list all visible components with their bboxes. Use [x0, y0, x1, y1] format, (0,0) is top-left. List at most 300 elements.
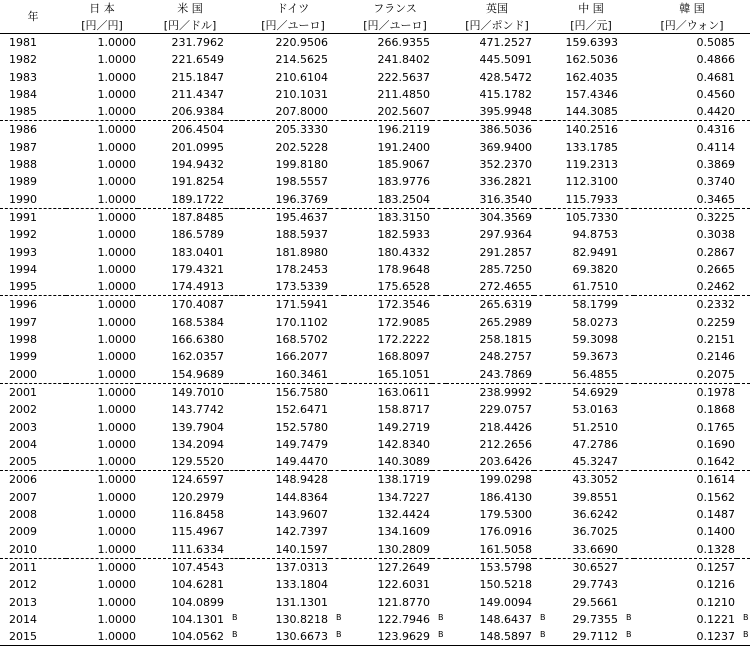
rate-usa: 104.1301 — [171, 612, 224, 626]
revision-flag — [432, 523, 446, 540]
revision-flag — [534, 471, 548, 489]
rate-uk: 395.9948 — [446, 103, 534, 121]
rate-usa: 201.0995 — [171, 140, 224, 154]
rate-usa: 179.4321 — [171, 262, 224, 276]
revision-flag — [432, 191, 446, 209]
revision-flag — [737, 331, 750, 348]
revision-flag — [737, 489, 750, 506]
table-row — [0, 471, 750, 489]
revision-flag — [330, 453, 344, 471]
rate-france: 172.2222 — [377, 333, 431, 347]
revision-flag — [432, 156, 446, 173]
rate-japan: 1.0000 — [97, 560, 136, 574]
revision-flag — [737, 69, 750, 86]
revision-flag — [737, 208, 750, 226]
revision-flag — [620, 348, 634, 365]
revision-flag — [432, 541, 446, 559]
year-cell: 1988 — [9, 158, 37, 172]
revision-flag — [737, 173, 750, 190]
rate-china: 30.6527 — [572, 560, 619, 574]
revision-flag — [620, 489, 634, 506]
table-row — [0, 523, 750, 540]
revision-flag — [432, 261, 446, 278]
rate-france: 172.9085 — [377, 315, 431, 329]
revision-flag — [432, 594, 446, 611]
revision-flag — [737, 34, 750, 52]
rate-usa: 168.5384 — [171, 315, 224, 329]
revision-flag — [226, 208, 242, 226]
rate-uk: 248.2757 — [479, 350, 533, 364]
revision-flag — [330, 226, 344, 243]
revision-flag — [330, 208, 344, 226]
year-cell: 2005 — [0, 453, 66, 471]
year-cell: 1997 — [9, 315, 37, 329]
rate-china: 112.3100 — [565, 175, 619, 189]
year-cell: 1986 — [9, 123, 37, 137]
rate-korea: 0.1210 — [696, 595, 736, 609]
rate-france: 175.6528 — [344, 278, 432, 296]
revision-flag — [620, 523, 634, 540]
revision-flag — [432, 244, 446, 261]
revision-flag — [534, 139, 548, 156]
rate-uk: 148.6437 — [479, 612, 533, 626]
revision-flag — [737, 366, 750, 384]
revision-flag: B — [626, 612, 632, 622]
rate-france: 122.6031 — [377, 578, 431, 592]
table-row — [0, 69, 750, 86]
revision-flag — [534, 173, 548, 190]
revision-flag — [226, 471, 242, 489]
rate-usa: 116.8458 — [171, 508, 224, 522]
rate-china: 43.3052 — [572, 473, 619, 487]
rate-uk: 265.2989 — [479, 315, 533, 329]
rate-korea: 0.2146 — [696, 350, 736, 364]
revision-flag — [534, 419, 548, 436]
rate-china: 105.7330 — [565, 210, 619, 224]
revision-flag — [620, 226, 634, 243]
year-cell: 1998 — [9, 333, 37, 347]
rate-usa: 215.1847 — [171, 70, 224, 84]
rate-usa: 231.7962 — [171, 36, 224, 49]
rate-germany: 160.3461 — [242, 366, 330, 384]
table-row — [0, 348, 750, 365]
rate-france: 202.5607 — [344, 103, 432, 121]
table-row — [0, 558, 750, 576]
rate-korea: 0.3465 — [634, 191, 737, 209]
rate-uk: 153.5798 — [479, 560, 533, 574]
rate-usa: 189.1722 — [138, 191, 226, 209]
rate-japan: 1.0000 — [97, 525, 136, 539]
revision-flag — [737, 296, 750, 314]
revision-flag — [432, 173, 446, 190]
rate-japan: 1.0000 — [97, 612, 136, 626]
revision-flag — [226, 244, 242, 261]
revision-flag — [737, 576, 750, 593]
revision-flag — [534, 208, 548, 226]
revision-flag — [620, 594, 634, 611]
revision-flag: B — [226, 628, 242, 646]
rate-korea: 0.3740 — [696, 175, 736, 189]
table-row — [0, 436, 750, 453]
revision-flag — [330, 576, 344, 593]
rate-uk: 272.4655 — [446, 278, 534, 296]
table-row — [0, 594, 750, 611]
revision-flag — [226, 226, 242, 243]
revision-flag — [737, 471, 750, 489]
rate-uk: 148.5897 — [446, 628, 534, 646]
revision-flag: B — [336, 612, 342, 622]
revision-flag — [226, 121, 242, 139]
revision-flag — [534, 401, 548, 418]
rate-germany: 130.8218 — [275, 612, 328, 626]
rate-france: 191.2400 — [377, 140, 431, 154]
rate-uk: 258.1815 — [479, 333, 533, 347]
revision-flag — [432, 226, 446, 243]
year-cell: 2002 — [9, 403, 37, 417]
revision-flag — [534, 51, 548, 68]
table-row — [0, 628, 750, 646]
table-row — [0, 244, 750, 261]
revision-flag — [534, 489, 548, 506]
rate-germany: 143.9607 — [275, 508, 328, 522]
rate-uk: 428.5472 — [479, 70, 533, 84]
revision-flag — [737, 191, 750, 209]
rate-china: 82.9491 — [572, 245, 619, 259]
revision-flag — [330, 506, 344, 523]
rate-korea: 0.1221 — [696, 612, 736, 626]
rate-japan: 1.0000 — [97, 508, 136, 522]
rate-france: 266.9355 — [377, 36, 431, 49]
table-row — [0, 453, 750, 471]
revision-flag — [432, 139, 446, 156]
rate-germany: 220.9506 — [275, 36, 328, 49]
header-country-korea: 韓 国 — [679, 1, 705, 15]
rate-uk: 297.9364 — [479, 228, 533, 242]
rate-usa: 211.4347 — [171, 87, 224, 101]
rate-uk: 212.2656 — [479, 437, 533, 451]
revision-flag: B — [438, 612, 444, 622]
revision-flag — [534, 594, 548, 611]
revision-flag — [737, 453, 750, 471]
rate-france: 163.0611 — [377, 385, 431, 399]
rate-japan: 1.0000 — [97, 420, 136, 434]
revision-flag — [534, 261, 548, 278]
revision-flag: B — [620, 628, 634, 646]
rate-france: 132.4424 — [377, 508, 431, 522]
header-row-countries — [0, 0, 750, 17]
rate-uk: 285.7250 — [479, 262, 533, 276]
revision-flag — [620, 419, 634, 436]
rate-korea: 0.2075 — [634, 366, 737, 384]
rate-usa: 166.6380 — [171, 333, 224, 347]
revision-flag — [534, 69, 548, 86]
rate-france: 183.3150 — [377, 210, 431, 224]
rate-china: 58.1799 — [572, 298, 619, 312]
revision-flag — [226, 576, 242, 593]
rate-germany: 149.4470 — [242, 453, 330, 471]
rate-usa: 221.6549 — [171, 53, 224, 67]
revision-flag — [432, 489, 446, 506]
table-row — [0, 576, 750, 593]
header-unit-korea: [円／ウォン] — [634, 17, 750, 34]
rate-usa: 139.7904 — [171, 420, 224, 434]
revision-flag — [737, 383, 750, 401]
rate-china: 29.7743 — [572, 578, 619, 592]
table-row — [0, 173, 750, 190]
revision-flag — [737, 121, 750, 139]
rate-japan: 1.0000 — [66, 278, 138, 296]
revision-flag — [432, 401, 446, 418]
rate-germany: 148.9428 — [275, 473, 328, 487]
rate-usa: 143.7742 — [171, 403, 224, 417]
rate-korea: 0.3225 — [696, 210, 736, 224]
rate-japan: 1.0000 — [66, 103, 138, 121]
revision-flag — [226, 139, 242, 156]
revision-flag — [432, 576, 446, 593]
revision-flag — [432, 69, 446, 86]
revision-flag — [432, 103, 446, 121]
rate-china: 29.7112 — [548, 628, 620, 646]
revision-flag — [432, 314, 446, 331]
rate-korea: 0.4560 — [696, 87, 736, 101]
revision-flag — [620, 296, 634, 314]
rate-usa: 134.2094 — [171, 437, 224, 451]
revision-flag — [330, 594, 344, 611]
revision-flag — [432, 51, 446, 68]
header-country-china: 中 国 — [578, 1, 604, 15]
rate-usa: 129.5520 — [138, 453, 226, 471]
revision-flag — [330, 331, 344, 348]
revision-flag — [330, 348, 344, 365]
rate-uk: 229.0757 — [479, 403, 533, 417]
table-row — [0, 489, 750, 506]
rate-usa: 174.4913 — [138, 278, 226, 296]
revision-flag — [620, 244, 634, 261]
revision-flag — [620, 103, 634, 121]
revision-flag — [737, 51, 750, 68]
rate-france: 121.8770 — [377, 595, 431, 609]
year-cell: 2013 — [9, 595, 37, 609]
revision-flag — [226, 314, 242, 331]
rate-japan: 1.0000 — [97, 123, 136, 137]
revision-flag — [226, 348, 242, 365]
rate-uk: 238.9992 — [479, 385, 533, 399]
revision-flag — [620, 51, 634, 68]
rate-korea: 0.1614 — [696, 473, 736, 487]
revision-flag — [226, 278, 242, 296]
rate-usa: 104.6281 — [171, 578, 224, 592]
header-unit-france: [円／ユーロ] — [344, 17, 446, 34]
header-row-units — [0, 17, 750, 34]
revision-flag — [330, 419, 344, 436]
year-cell: 2000 — [0, 366, 66, 384]
rate-uk: 161.5058 — [446, 541, 534, 559]
table-row — [0, 401, 750, 418]
table-row — [0, 331, 750, 348]
rate-france: 222.5637 — [377, 70, 431, 84]
rate-usa: 187.8485 — [171, 210, 224, 224]
revision-flag — [737, 541, 750, 559]
revision-flag — [226, 541, 242, 559]
revision-flag — [226, 401, 242, 418]
rate-germany: 205.3330 — [275, 123, 328, 137]
rate-korea: 0.1216 — [696, 578, 736, 592]
rate-korea: 0.3869 — [696, 158, 736, 172]
revision-flag — [620, 401, 634, 418]
rate-china: 39.8551 — [572, 490, 619, 504]
year-cell: 2010 — [0, 541, 66, 559]
revision-flag — [737, 244, 750, 261]
revision-flag — [226, 383, 242, 401]
rate-usa: 111.6334 — [138, 541, 226, 559]
header-unit-uk: [円／ポンド] — [446, 17, 548, 34]
rate-france: 165.1051 — [344, 366, 432, 384]
revision-flag — [330, 401, 344, 418]
rate-usa: 104.0899 — [171, 595, 224, 609]
revision-flag — [330, 69, 344, 86]
rate-china: 59.3098 — [572, 333, 619, 347]
revision-flag — [620, 558, 634, 576]
rate-france: 185.9067 — [377, 158, 431, 172]
rate-japan: 1.0000 — [97, 403, 136, 417]
rate-usa: 162.0357 — [171, 350, 224, 364]
rate-china: 56.4855 — [548, 366, 620, 384]
revision-flag: B — [432, 628, 446, 646]
rate-uk: 471.2527 — [479, 36, 533, 49]
rate-france: 172.3546 — [377, 298, 431, 312]
rate-japan: 1.0000 — [66, 453, 138, 471]
rate-uk: 291.2857 — [479, 245, 533, 259]
table-row — [0, 51, 750, 68]
revision-flag — [226, 86, 242, 103]
revision-flag — [330, 489, 344, 506]
table-row — [0, 541, 750, 559]
year-cell: 1996 — [9, 298, 37, 312]
rate-japan: 1.0000 — [97, 140, 136, 154]
rate-france: 149.2719 — [377, 420, 431, 434]
revision-flag — [226, 191, 242, 209]
year-cell: 2001 — [9, 385, 37, 399]
revision-flag — [534, 156, 548, 173]
rate-china: 59.3673 — [572, 350, 619, 364]
rate-korea: 0.2259 — [696, 315, 736, 329]
table-row — [0, 419, 750, 436]
revision-flag — [330, 383, 344, 401]
revision-flag — [330, 244, 344, 261]
rate-uk: 369.9400 — [479, 140, 533, 154]
year-cell: 2004 — [9, 437, 37, 451]
revision-flag — [432, 278, 446, 296]
rate-france: 123.9629 — [344, 628, 432, 646]
revision-flag — [226, 489, 242, 506]
rate-china: 119.2313 — [565, 158, 619, 172]
revision-flag — [534, 34, 548, 52]
revision-flag — [432, 86, 446, 103]
rate-korea: 0.5085 — [696, 36, 736, 49]
revision-flag — [226, 296, 242, 314]
rate-uk: 203.6426 — [446, 453, 534, 471]
rate-uk: 218.4426 — [479, 420, 533, 434]
revision-flag — [330, 541, 344, 559]
revision-flag: B — [232, 612, 238, 622]
revision-flag — [620, 541, 634, 559]
rate-korea: 0.4681 — [696, 70, 736, 84]
rate-usa: 170.4087 — [171, 298, 224, 312]
rate-japan: 1.0000 — [97, 385, 136, 399]
table-body — [0, 34, 750, 646]
rate-korea: 0.4420 — [634, 103, 737, 121]
revision-flag — [620, 173, 634, 190]
rate-germany: 131.1301 — [275, 595, 328, 609]
rate-korea: 0.2867 — [696, 245, 736, 259]
revision-flag — [534, 296, 548, 314]
revision-flag — [432, 34, 446, 52]
revision-flag — [620, 139, 634, 156]
revision-flag — [330, 156, 344, 173]
rate-germany: 188.5937 — [275, 228, 328, 242]
rate-china: 29.7355 — [572, 612, 619, 626]
rate-china: 140.2516 — [565, 123, 619, 137]
revision-flag — [432, 558, 446, 576]
revision-flag — [432, 208, 446, 226]
rate-korea: 0.1328 — [634, 541, 737, 559]
rate-china: 159.6393 — [565, 36, 619, 49]
rate-uk: 176.0916 — [479, 525, 533, 539]
rate-china: 58.0273 — [572, 315, 619, 329]
rate-china: 36.7025 — [572, 525, 619, 539]
year-cell: 2009 — [9, 525, 37, 539]
rate-france: 142.8340 — [377, 437, 431, 451]
rate-japan: 1.0000 — [97, 437, 136, 451]
rate-china: 54.6929 — [572, 385, 619, 399]
revision-flag — [226, 51, 242, 68]
revision-flag — [330, 436, 344, 453]
revision-flag — [330, 278, 344, 296]
rate-france: 127.2649 — [377, 560, 431, 574]
rate-china: 36.6242 — [572, 508, 619, 522]
revision-flag — [432, 436, 446, 453]
revision-flag — [620, 278, 634, 296]
rate-germany: 202.5228 — [275, 140, 328, 154]
rate-china: 94.8753 — [572, 228, 619, 242]
year-cell: 1984 — [9, 87, 37, 101]
table-row — [0, 103, 750, 121]
rate-usa: 115.4967 — [171, 525, 224, 539]
revision-flag — [432, 506, 446, 523]
revision-flag — [620, 383, 634, 401]
rate-uk: 179.5300 — [479, 508, 533, 522]
revision-flag — [330, 86, 344, 103]
year-cell: 1999 — [9, 350, 37, 364]
rate-japan: 1.0000 — [97, 53, 136, 67]
rate-korea: 0.1978 — [696, 385, 736, 399]
header-unit-usa: [円／ドル] — [138, 17, 242, 34]
revision-flag — [737, 314, 750, 331]
rate-korea: 0.1562 — [696, 490, 736, 504]
rate-germany: 214.5625 — [275, 53, 328, 67]
revision-flag — [737, 278, 750, 296]
revision-flag — [737, 401, 750, 418]
year-cell: 1987 — [9, 140, 37, 154]
rate-china: 157.4346 — [565, 87, 619, 101]
year-cell: 2006 — [9, 473, 37, 487]
rate-usa: 191.8254 — [171, 175, 224, 189]
revision-flag — [534, 436, 548, 453]
rate-korea: 0.2665 — [696, 262, 736, 276]
revision-flag — [620, 314, 634, 331]
rate-france: 183.9776 — [377, 175, 431, 189]
rate-korea: 0.2332 — [696, 298, 736, 312]
